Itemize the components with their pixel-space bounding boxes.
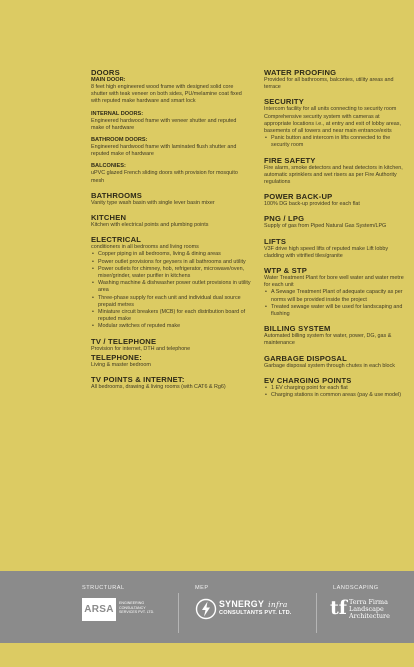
bathrooms-heading: BATHROOMS [91, 190, 143, 200]
arsa-logo-mark: ARSA [82, 598, 116, 621]
lifts-section [264, 237, 404, 260]
electrical-list [91, 251, 251, 330]
wtp-stp-heading: WTP & STP [264, 266, 308, 276]
list-item: • Copper piping in all bedrooms, living & dining areas [91, 251, 251, 258]
balconies-label: BALCONIES: [91, 163, 126, 170]
electrical-heading: ELECTRICAL [91, 235, 142, 245]
consultants-footer [0, 571, 414, 643]
wtp-stp-section [264, 266, 404, 318]
bathrooms-section [91, 191, 251, 207]
fire-safety-text: Fire alarm, smoke detectors and heat detectors in kitchen, automatic sprinklers and wet risers as per Fire Authority regulations [264, 164, 403, 186]
fire-safety-heading: FIRE SAFETY [264, 155, 316, 165]
billing-system-heading: BILLING SYSTEM [264, 324, 331, 334]
tv-points-text: All bedrooms, drawing & living rooms (with CAT6 & Rg6) [91, 384, 226, 391]
bathroom-doors-label: BATHROOM DOORS: [91, 137, 148, 144]
fire-safety-section [264, 156, 404, 187]
lifts-text: V3F drive high speed lifts of reputed make Lift lobby cladding with vitrified tiles/granite [264, 245, 389, 259]
internal-doors-text: Engineered hardwood frame with veneer shutter and reputed make of hardware [91, 117, 237, 131]
landscaping-label: LANDSCAPING [333, 585, 379, 591]
png-lpg-section [264, 214, 404, 230]
garbage-disposal-section [264, 354, 404, 370]
kitchen-section [91, 213, 251, 229]
water-proofing-heading: WATER PROOFING [264, 68, 337, 77]
bathrooms-text: Vanity type wash basin with single lever basin mixer [91, 199, 215, 206]
list-item: • Panic button and intercom in lifts connected to the security room [264, 135, 404, 149]
terra-firma-logo [330, 598, 402, 622]
main-door-label: MAIN DOOR: [91, 77, 126, 83]
power-backup-heading: POWER BACK-UP [264, 192, 333, 202]
telephone-text: Living & master bedroom [91, 361, 151, 368]
tv-points-section [91, 375, 251, 391]
list-item: • Power outlets for chimney, hob, refrigerator, microwave/oven, mixer/grinder, water purifier in kitchens [91, 266, 251, 280]
synergy-emblem-icon [195, 598, 217, 620]
tv-telephone-section [91, 337, 251, 369]
lifts-heading: LIFTS [264, 236, 287, 246]
water-proofing-section [264, 68, 404, 91]
kitchen-text: Kitchen with electrical points and plumbing points [91, 222, 209, 229]
list-item: • Miniature circuit breakers (MCB) for each distribution board of reputed make [91, 309, 251, 323]
security-heading: SECURITY [264, 97, 304, 107]
mep-label: MEP [195, 585, 209, 591]
billing-system-section [264, 324, 404, 347]
arsa-logo [82, 598, 162, 622]
security-text: Intercom facility for all units connecting to security room Comprehensive security system with cameras at appropriate locations i.e., at entry and exit of lobby areas, basements of all towers and near main entrance/exits [264, 106, 401, 135]
list-item: • Washing machine & dishwasher power outlet provisions in utility area [91, 280, 251, 294]
telephone-label: TELEPHONE: [91, 352, 142, 362]
doors-section [91, 68, 251, 185]
terra-firma-text: Terra Firma Landscape Architecture [349, 598, 390, 620]
water-proofing-text: Provided for all bathrooms, balconies, utility areas and terrace [264, 77, 394, 91]
electrical-text: conditioners in all bedrooms and living rooms [91, 244, 199, 251]
png-lpg-heading: PNG / LPG [264, 214, 305, 224]
doors-heading: DOORS [91, 68, 120, 77]
ev-charging-heading: EV CHARGING POINTS [264, 375, 352, 385]
balconies-text: uPVC glazed French sliding doors with provision for mosquito mesh [91, 170, 238, 184]
list-item: • 1 EV charging point for each flat [264, 385, 404, 392]
list-item: • Modular switches of reputed make [91, 323, 251, 330]
synergy-name: SYNERGY infra [219, 599, 288, 609]
list-item: • Three-phase supply for each unit and individual dual source prepaid metres [91, 295, 251, 309]
main-door-text: 8 feet high engineered wood frame with designed solid core shutter with teak veneer on both sides, PU/melamine coat fixed with reputed make hardware and smart lock [91, 84, 242, 105]
png-lpg-text: Supply of gas from Piped Natural Gas System/LPG [264, 223, 387, 230]
list-item: • Power outlet provisions for geysers in all bathrooms and utility [91, 259, 251, 266]
list-item: • A Sewage Treatment Plant of adequate capacity as per norms will be provided inside the project [264, 289, 404, 303]
list-item: • Charging stations in common areas (pay & use model) [264, 392, 404, 399]
billing-system-text: Automated billing system for water, power, DG, gas & maintenance [264, 333, 392, 347]
left-column [91, 68, 251, 397]
tv-telephone-heading: TV / TELEPHONE [91, 336, 157, 346]
footer-divider [316, 593, 317, 633]
list-item: • Treated sewage water will be used for landscaping and flushing [264, 304, 404, 318]
ev-charging-section [264, 376, 404, 399]
tv-telephone-text: Provision for internet, DTH and telephone [91, 345, 191, 352]
bathroom-doors-text: Engineered hardwood frame with laminated flush shutter and reputed make of hardware [91, 144, 237, 158]
wtp-stp-text: Water Treatment Plant for bore well water and water metre for each unit [264, 275, 404, 289]
tv-points-heading: TV POINTS & INTERNET: [91, 375, 185, 385]
structural-label: STRUCTURAL [82, 585, 125, 591]
arsa-logo-text: ENGINEERING CONSULTANCY SERVICES PVT. LTD. [119, 601, 155, 615]
wtp-stp-list [264, 289, 404, 318]
internal-doors-label: INTERNAL DOORS: [91, 110, 144, 117]
terra-firma-mark: tf [330, 597, 347, 619]
kitchen-heading: KITCHEN [91, 213, 127, 223]
security-section [264, 97, 404, 149]
garbage-disposal-text: Garbage disposal system through chutes in each block [264, 362, 395, 369]
electrical-section [91, 235, 251, 330]
power-backup-text: 100% DG back-up provided for each flat [264, 201, 360, 208]
power-backup-section [264, 192, 404, 208]
synergy-logo [195, 598, 311, 622]
ev-charging-list [264, 385, 404, 399]
security-list [264, 135, 404, 149]
right-column [264, 68, 404, 405]
footer-divider [178, 593, 179, 633]
synergy-subtitle: CONSULTANTS PVT. LTD. [219, 610, 292, 616]
garbage-disposal-heading: GARBAGE DISPOSAL [264, 353, 347, 363]
